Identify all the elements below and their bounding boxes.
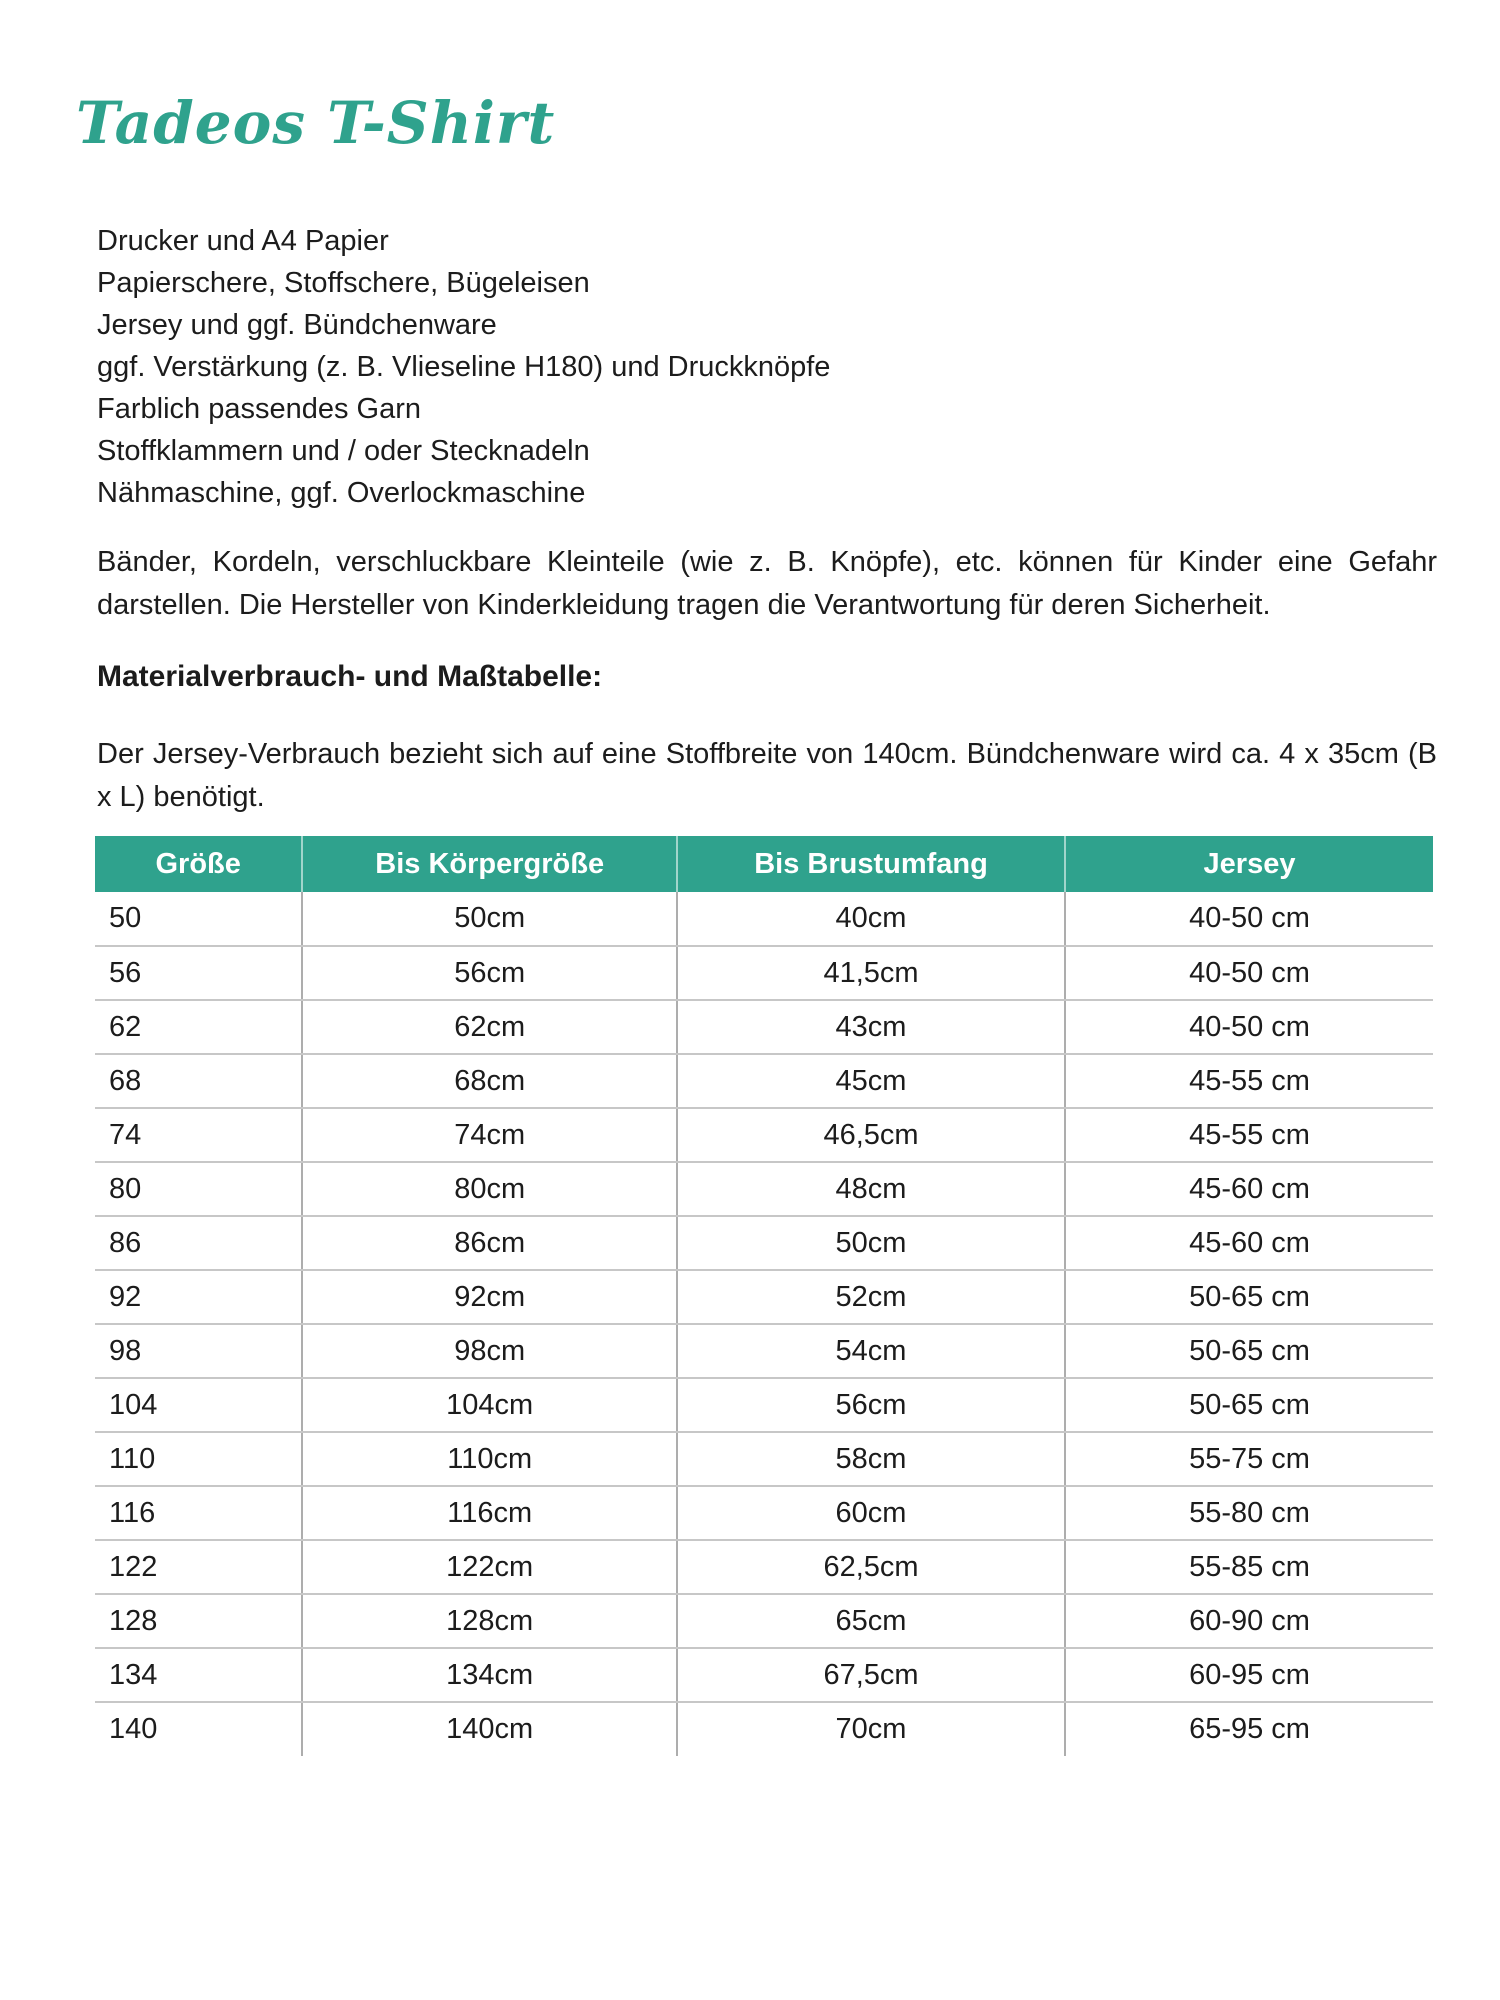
table-cell: 43cm — [677, 1000, 1065, 1054]
table-row — [95, 1216, 1433, 1270]
table-cell: 98cm — [302, 1324, 677, 1378]
size-table-body — [95, 892, 1433, 1756]
column-header: Jersey — [1065, 836, 1433, 892]
table-cell: 67,5cm — [677, 1648, 1065, 1702]
table-cell: 104 — [95, 1378, 302, 1432]
table-cell: 98 — [95, 1324, 302, 1378]
table-cell: 40cm — [677, 892, 1065, 946]
table-row — [95, 1324, 1433, 1378]
table-row — [95, 1108, 1433, 1162]
table-cell: 65cm — [677, 1594, 1065, 1648]
table-cell: 58cm — [677, 1432, 1065, 1486]
table-row — [95, 1432, 1433, 1486]
section-heading: Materialverbrauch- und Maßtabelle: — [97, 660, 603, 693]
material-item: ggf. Verstärkung (z. B. Vlieseline H180) und Druckknöpfe — [97, 351, 831, 383]
table-cell: 54cm — [677, 1324, 1065, 1378]
materials-list — [97, 220, 830, 514]
table-row — [95, 1162, 1433, 1216]
table-row — [95, 1702, 1433, 1756]
table-cell: 70cm — [677, 1702, 1065, 1756]
table-cell: 50-65 cm — [1065, 1378, 1433, 1432]
table-cell: 50-65 cm — [1065, 1270, 1433, 1324]
table-cell: 45-60 cm — [1065, 1162, 1433, 1216]
table-cell: 52cm — [677, 1270, 1065, 1324]
table-cell: 62cm — [302, 1000, 677, 1054]
table-cell: 74cm — [302, 1108, 677, 1162]
table-cell: 40-50 cm — [1065, 1000, 1433, 1054]
table-cell: 128cm — [302, 1594, 677, 1648]
material-item: Farblich passendes Garn — [97, 393, 421, 425]
table-cell: 45-60 cm — [1065, 1216, 1433, 1270]
table-cell: 134cm — [302, 1648, 677, 1702]
table-cell: 62 — [95, 1000, 302, 1054]
size-table — [95, 836, 1433, 1756]
table-cell: 92 — [95, 1270, 302, 1324]
table-cell: 60-90 cm — [1065, 1594, 1433, 1648]
column-header: Bis Brustumfang — [677, 836, 1065, 892]
table-cell: 140 — [95, 1702, 302, 1756]
table-cell: 68cm — [302, 1054, 677, 1108]
table-cell: 128 — [95, 1594, 302, 1648]
table-cell: 41,5cm — [677, 946, 1065, 1000]
table-cell: 40-50 cm — [1065, 946, 1433, 1000]
table-cell: 116 — [95, 1486, 302, 1540]
table-cell: 55-75 cm — [1065, 1432, 1433, 1486]
table-row — [95, 1648, 1433, 1702]
table-cell: 65-95 cm — [1189, 1713, 1310, 1745]
table-cell: 122 — [95, 1540, 302, 1594]
table-cell: 110cm — [302, 1432, 677, 1486]
material-item: Papierschere, Stoffschere, Bügeleisen — [97, 267, 590, 299]
column-header: Größe — [95, 836, 302, 892]
table-cell: 55-80 cm — [1065, 1486, 1433, 1540]
column-header: Bis Körpergröße — [302, 836, 677, 892]
table-cell: 50cm — [677, 1216, 1065, 1270]
table-cell: 56cm — [302, 946, 677, 1000]
table-cell: 40-50 cm — [1065, 892, 1433, 946]
table-row — [95, 1054, 1433, 1108]
table-row — [95, 1000, 1433, 1054]
table-cell: 45-55 cm — [1065, 1054, 1433, 1108]
table-cell: 68 — [95, 1054, 302, 1108]
table-cell: 55-85 cm — [1065, 1540, 1433, 1594]
table-row — [95, 1540, 1433, 1594]
table-cell: 140cm — [302, 1702, 677, 1756]
table-cell: 50 — [95, 892, 302, 946]
table-row — [95, 1594, 1433, 1648]
table-cell: 60cm — [677, 1486, 1065, 1540]
table-cell: 80 — [95, 1162, 302, 1216]
table-cell: 50cm — [302, 892, 677, 946]
table-cell: 110 — [95, 1432, 302, 1486]
table-row — [95, 946, 1433, 1000]
fabric-usage-intro-text: Der Jersey-Verbrauch bezieht sich auf eine Stoffbreite von 140cm. Bündchenware wird ca. 4 x 35cm (B x L) benötigt. — [97, 738, 1437, 813]
table-cell: 116cm — [302, 1486, 677, 1540]
material-item: Stoffklammern und / oder Stecknadeln — [97, 435, 590, 467]
table-cell: 104cm — [302, 1378, 677, 1432]
table-cell: 46,5cm — [677, 1108, 1065, 1162]
safety-warning-text: Bänder, Kordeln, verschluckbare Kleinteile (wie z. B. Knöpfe), etc. können für Kinder eine Gefahr darstellen. Die Hersteller von Kinderkleidung tragen die Verantwortung für deren Sicherheit. — [97, 546, 1437, 621]
table-cell: 86 — [95, 1216, 302, 1270]
table-cell: 45cm — [677, 1054, 1065, 1108]
material-item: Drucker und A4 Papier — [97, 225, 389, 257]
table-cell: 56cm — [677, 1378, 1065, 1432]
table-cell: 60-95 cm — [1065, 1648, 1433, 1702]
table-row — [95, 1270, 1433, 1324]
table-cell: 45-55 cm — [1065, 1108, 1433, 1162]
table-cell: 56 — [95, 946, 302, 1000]
table-cell: 92cm — [302, 1270, 677, 1324]
table-row — [95, 892, 1433, 946]
header-row — [95, 836, 1433, 892]
material-item: Nähmaschine, ggf. Overlockmaschine — [97, 477, 586, 509]
page-title: Tadeos T-Shirt — [76, 89, 556, 157]
material-item: Jersey und ggf. Bündchenware — [97, 309, 497, 341]
table-cell: 86cm — [302, 1216, 677, 1270]
table-row — [95, 1486, 1433, 1540]
table-cell: 50-65 cm — [1065, 1324, 1433, 1378]
table-cell: 80cm — [302, 1162, 677, 1216]
table-row — [95, 1378, 1433, 1432]
table-cell: 122cm — [302, 1540, 677, 1594]
table-cell: 48cm — [677, 1162, 1065, 1216]
table-cell: 62,5cm — [677, 1540, 1065, 1594]
table-cell: 74 — [95, 1108, 302, 1162]
size-table-header — [95, 836, 1433, 892]
table-cell: 134 — [95, 1648, 302, 1702]
